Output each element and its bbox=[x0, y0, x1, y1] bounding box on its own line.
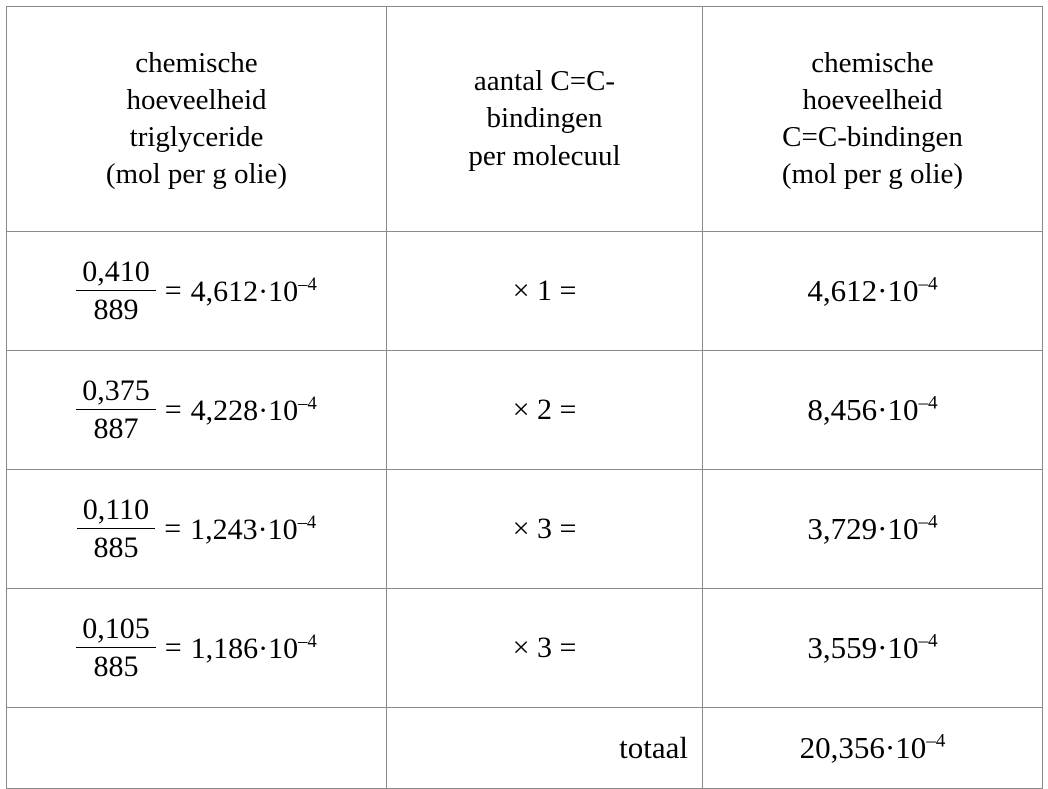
result-value bbox=[807, 630, 937, 665]
total-dot: · bbox=[884, 730, 896, 765]
cell-triglyceride-calculation bbox=[7, 232, 387, 351]
cell-multiplier bbox=[387, 470, 703, 589]
document-page bbox=[0, 6, 1048, 772]
fraction-numerator: 0,105 bbox=[76, 612, 156, 648]
result-exponent: –4 bbox=[918, 392, 938, 414]
result-value bbox=[807, 392, 937, 427]
quotient-value bbox=[191, 274, 317, 309]
header-line: C=C-bindingen bbox=[782, 121, 963, 153]
result-value bbox=[807, 273, 937, 308]
quotient-mantissa: 1,243 bbox=[190, 512, 258, 546]
result-mantissa: 8,456 bbox=[807, 392, 878, 427]
header-line: chemische bbox=[811, 46, 934, 79]
fraction-numerator: 0,375 bbox=[76, 374, 156, 410]
cell-empty bbox=[7, 708, 387, 789]
quotient-base: 10 bbox=[268, 631, 299, 665]
total-exponent: –4 bbox=[926, 730, 946, 752]
fraction-denominator: 887 bbox=[93, 412, 139, 445]
fraction bbox=[76, 612, 156, 683]
equals-sign: = bbox=[164, 512, 182, 545]
cell-result bbox=[703, 351, 1043, 470]
result-mantissa: 4,612 bbox=[807, 273, 878, 308]
header-line: triglyceride bbox=[129, 121, 264, 153]
result-base: 10 bbox=[887, 511, 919, 546]
table-row bbox=[7, 232, 1043, 351]
quotient-mantissa: 4,228 bbox=[190, 393, 259, 427]
result-base: 10 bbox=[887, 392, 919, 427]
table-row bbox=[7, 470, 1043, 589]
fraction-denominator: 885 bbox=[93, 531, 139, 564]
equals-sign: = bbox=[164, 274, 182, 307]
quotient-mantissa: 1,186 bbox=[190, 631, 259, 665]
fraction-numerator: 0,110 bbox=[77, 493, 155, 529]
quotient-mantissa: 4,612 bbox=[190, 274, 259, 308]
cell-multiplier bbox=[387, 589, 703, 708]
cell-triglyceride-calculation bbox=[7, 351, 387, 470]
quotient-exponent: –4 bbox=[298, 273, 317, 295]
quotient-value bbox=[191, 393, 317, 428]
header-line: aantal C=C- bbox=[473, 65, 616, 98]
cell-result bbox=[703, 589, 1043, 708]
table-total-row bbox=[7, 708, 1043, 789]
fraction-numerator: 0,410 bbox=[76, 255, 156, 291]
multiplier-text: × 2 = bbox=[512, 393, 577, 426]
result-exponent: –4 bbox=[918, 630, 938, 652]
result-dot: · bbox=[877, 273, 888, 308]
header-cell-triglyceride bbox=[7, 7, 387, 232]
quotient-dot: · bbox=[258, 274, 269, 308]
result-dot: · bbox=[877, 511, 888, 546]
total-base: 10 bbox=[895, 730, 927, 765]
quotient-exponent: –4 bbox=[297, 511, 317, 533]
multiplier-text: × 3 = bbox=[512, 631, 577, 664]
result-exponent: –4 bbox=[918, 273, 938, 295]
cell-result bbox=[703, 470, 1043, 589]
result-base: 10 bbox=[887, 630, 919, 665]
quotient-value bbox=[190, 512, 316, 547]
header-line: per molecuul bbox=[468, 139, 621, 172]
quotient-exponent: –4 bbox=[298, 392, 317, 414]
header-line: chemische bbox=[135, 46, 258, 79]
quotient-dot: · bbox=[258, 631, 269, 665]
fraction bbox=[77, 493, 155, 564]
equals-sign: = bbox=[164, 631, 182, 664]
result-dot: · bbox=[877, 392, 888, 427]
multiplier-text: × 1 = bbox=[512, 274, 577, 307]
quotient-base: 10 bbox=[268, 393, 299, 427]
quotient-dot: · bbox=[257, 512, 268, 546]
fraction bbox=[76, 374, 156, 445]
table-row bbox=[7, 351, 1043, 470]
total-label: totaal bbox=[387, 708, 703, 789]
multiplier-text: × 3 = bbox=[512, 512, 577, 545]
quotient-exponent: –4 bbox=[298, 630, 317, 652]
cell-result bbox=[703, 232, 1043, 351]
result-mantissa: 3,729 bbox=[807, 511, 878, 546]
result-base: 10 bbox=[887, 273, 919, 308]
cell-total-value bbox=[703, 708, 1043, 789]
total-mantissa: 20,356 bbox=[799, 730, 885, 765]
cell-triglyceride-calculation bbox=[7, 589, 387, 708]
cell-multiplier bbox=[387, 232, 703, 351]
result-dot: · bbox=[877, 630, 888, 665]
table-row bbox=[7, 589, 1043, 708]
equals-sign: = bbox=[164, 393, 182, 426]
result-value bbox=[807, 511, 937, 546]
header-line: (mol per g olie) bbox=[781, 158, 964, 191]
calculation-table bbox=[6, 6, 1043, 789]
header-cell-bindingen-per-molecuul bbox=[387, 7, 703, 232]
result-exponent: –4 bbox=[918, 511, 938, 533]
header-line: (mol per g olie) bbox=[105, 158, 288, 191]
result-mantissa: 3,559 bbox=[807, 630, 878, 665]
header-line: hoeveelheid bbox=[126, 83, 267, 116]
cell-triglyceride-calculation bbox=[7, 470, 387, 589]
header-line: hoeveelheid bbox=[802, 83, 943, 116]
quotient-dot: · bbox=[258, 393, 269, 427]
header-cell-hoeveelheid-cc bbox=[703, 7, 1043, 232]
table-header-row bbox=[7, 7, 1043, 232]
quotient-base: 10 bbox=[268, 274, 299, 308]
total-value bbox=[800, 730, 946, 765]
fraction bbox=[76, 255, 156, 326]
cell-multiplier bbox=[387, 351, 703, 470]
fraction-denominator: 885 bbox=[93, 650, 139, 683]
fraction-denominator: 889 bbox=[93, 293, 139, 326]
quotient-value bbox=[191, 631, 317, 666]
quotient-base: 10 bbox=[267, 512, 298, 546]
header-line: bindingen bbox=[486, 102, 603, 135]
